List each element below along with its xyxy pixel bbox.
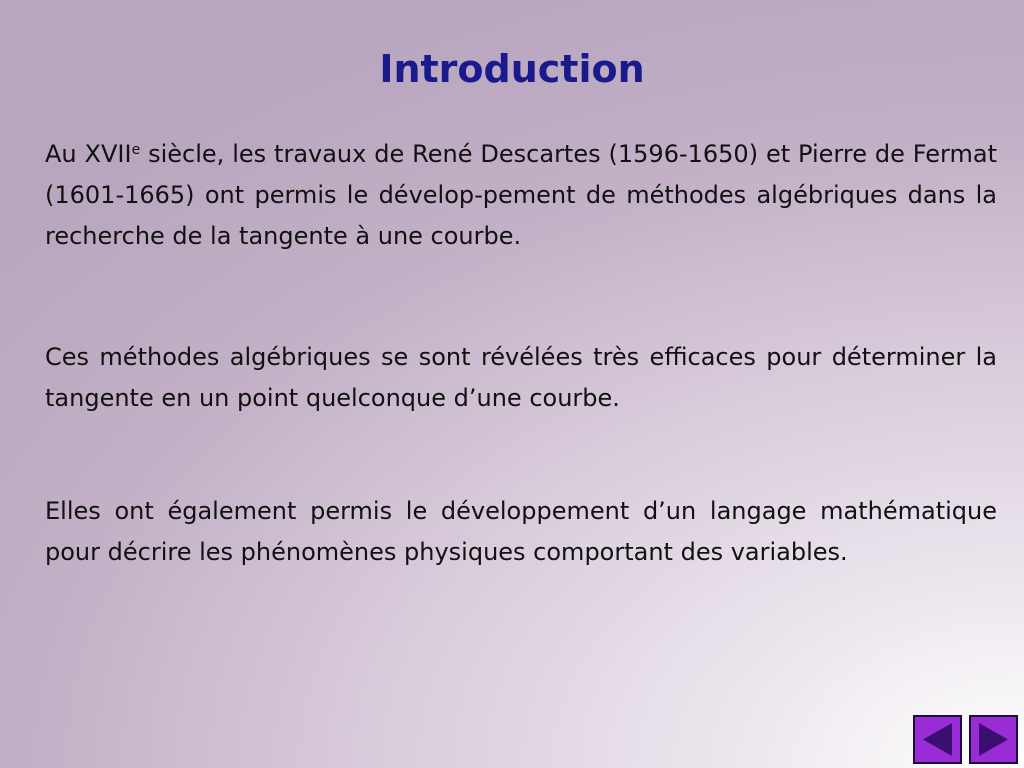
- paragraph-1-text-start: Au XVII: [45, 140, 132, 168]
- paragraph-math-language: Elles ont également permis le développement d’un langage mathématique pour décrire les phénomènes physiques comportant des variables.: [45, 497, 997, 566]
- paragraph-descartes-fermat: [45, 134, 997, 257]
- paragraph-1-text-rest: siècle, les travaux de René Descartes (1596-1650) et Pierre de Fermat (1601-1665) ont permis le dévelop-pement de méthodes algébriques dans la recherche de la tangente à une courbe.: [45, 140, 997, 250]
- slide-title: Introduction: [379, 47, 645, 91]
- next-slide-button[interactable]: [969, 715, 1018, 764]
- arrow-right-icon: [971, 717, 1016, 762]
- paragraph-algebraic-methods: Ces méthodes algébriques se sont révélées très efficaces pour déterminer la tangente en un point quelconque d’une courbe.: [45, 343, 997, 412]
- century-superscript: e: [131, 142, 141, 158]
- previous-slide-button[interactable]: [913, 715, 962, 764]
- arrow-left-icon: [915, 717, 960, 762]
